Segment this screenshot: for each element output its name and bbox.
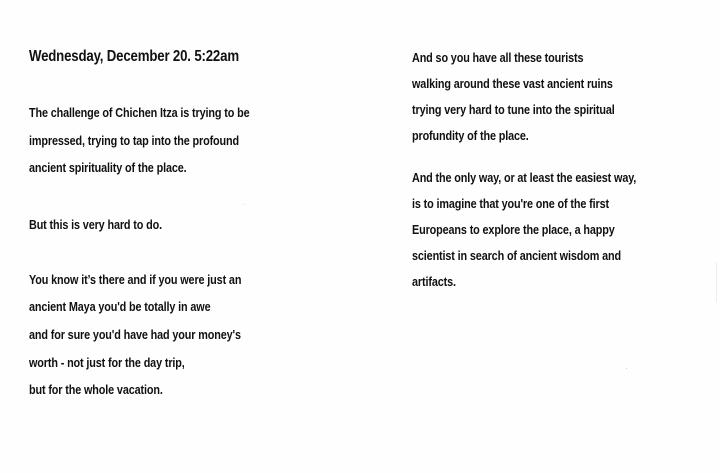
text-line: ancient Maya you'd be totally in awe <box>29 300 211 314</box>
text-line: You know it’s there and if you were just an <box>29 273 242 287</box>
text-line: And the only way, or at least the easiest way, <box>412 171 637 185</box>
text-line: The challenge of Chichen Itza is trying to be <box>29 106 250 120</box>
entry-date-heading: Wednesday, December 20. 5:22am <box>29 48 239 65</box>
text-line: impressed, trying to tap into the profound <box>29 134 240 148</box>
paper-edge-mark <box>716 262 717 302</box>
text-line: scientist in search of ancient wisdom and <box>412 249 621 263</box>
text-line: artifacts. <box>412 275 456 289</box>
text-line: But this is very hard to do. <box>29 218 163 232</box>
text-line: but for the whole vacation. <box>29 383 163 397</box>
text-line: ancient spirituality of the place. <box>29 161 187 175</box>
text-line: and for sure you'd have had your money's <box>29 328 241 342</box>
text-line: Europeans to explore the place, a happy <box>412 223 615 237</box>
text-line: worth - not just for the day trip, <box>29 356 185 370</box>
text-line: walking around these vast ancient ruins <box>412 77 613 91</box>
text-line: trying very hard to tune into the spiritual <box>412 103 615 117</box>
text-line: is to imagine that you're one of the first <box>412 197 609 211</box>
paper-speck <box>244 204 245 205</box>
paper-speck <box>626 368 627 369</box>
text-line: profundity of the place. <box>412 129 529 143</box>
text-line: And so you have all these tourists <box>412 51 584 65</box>
